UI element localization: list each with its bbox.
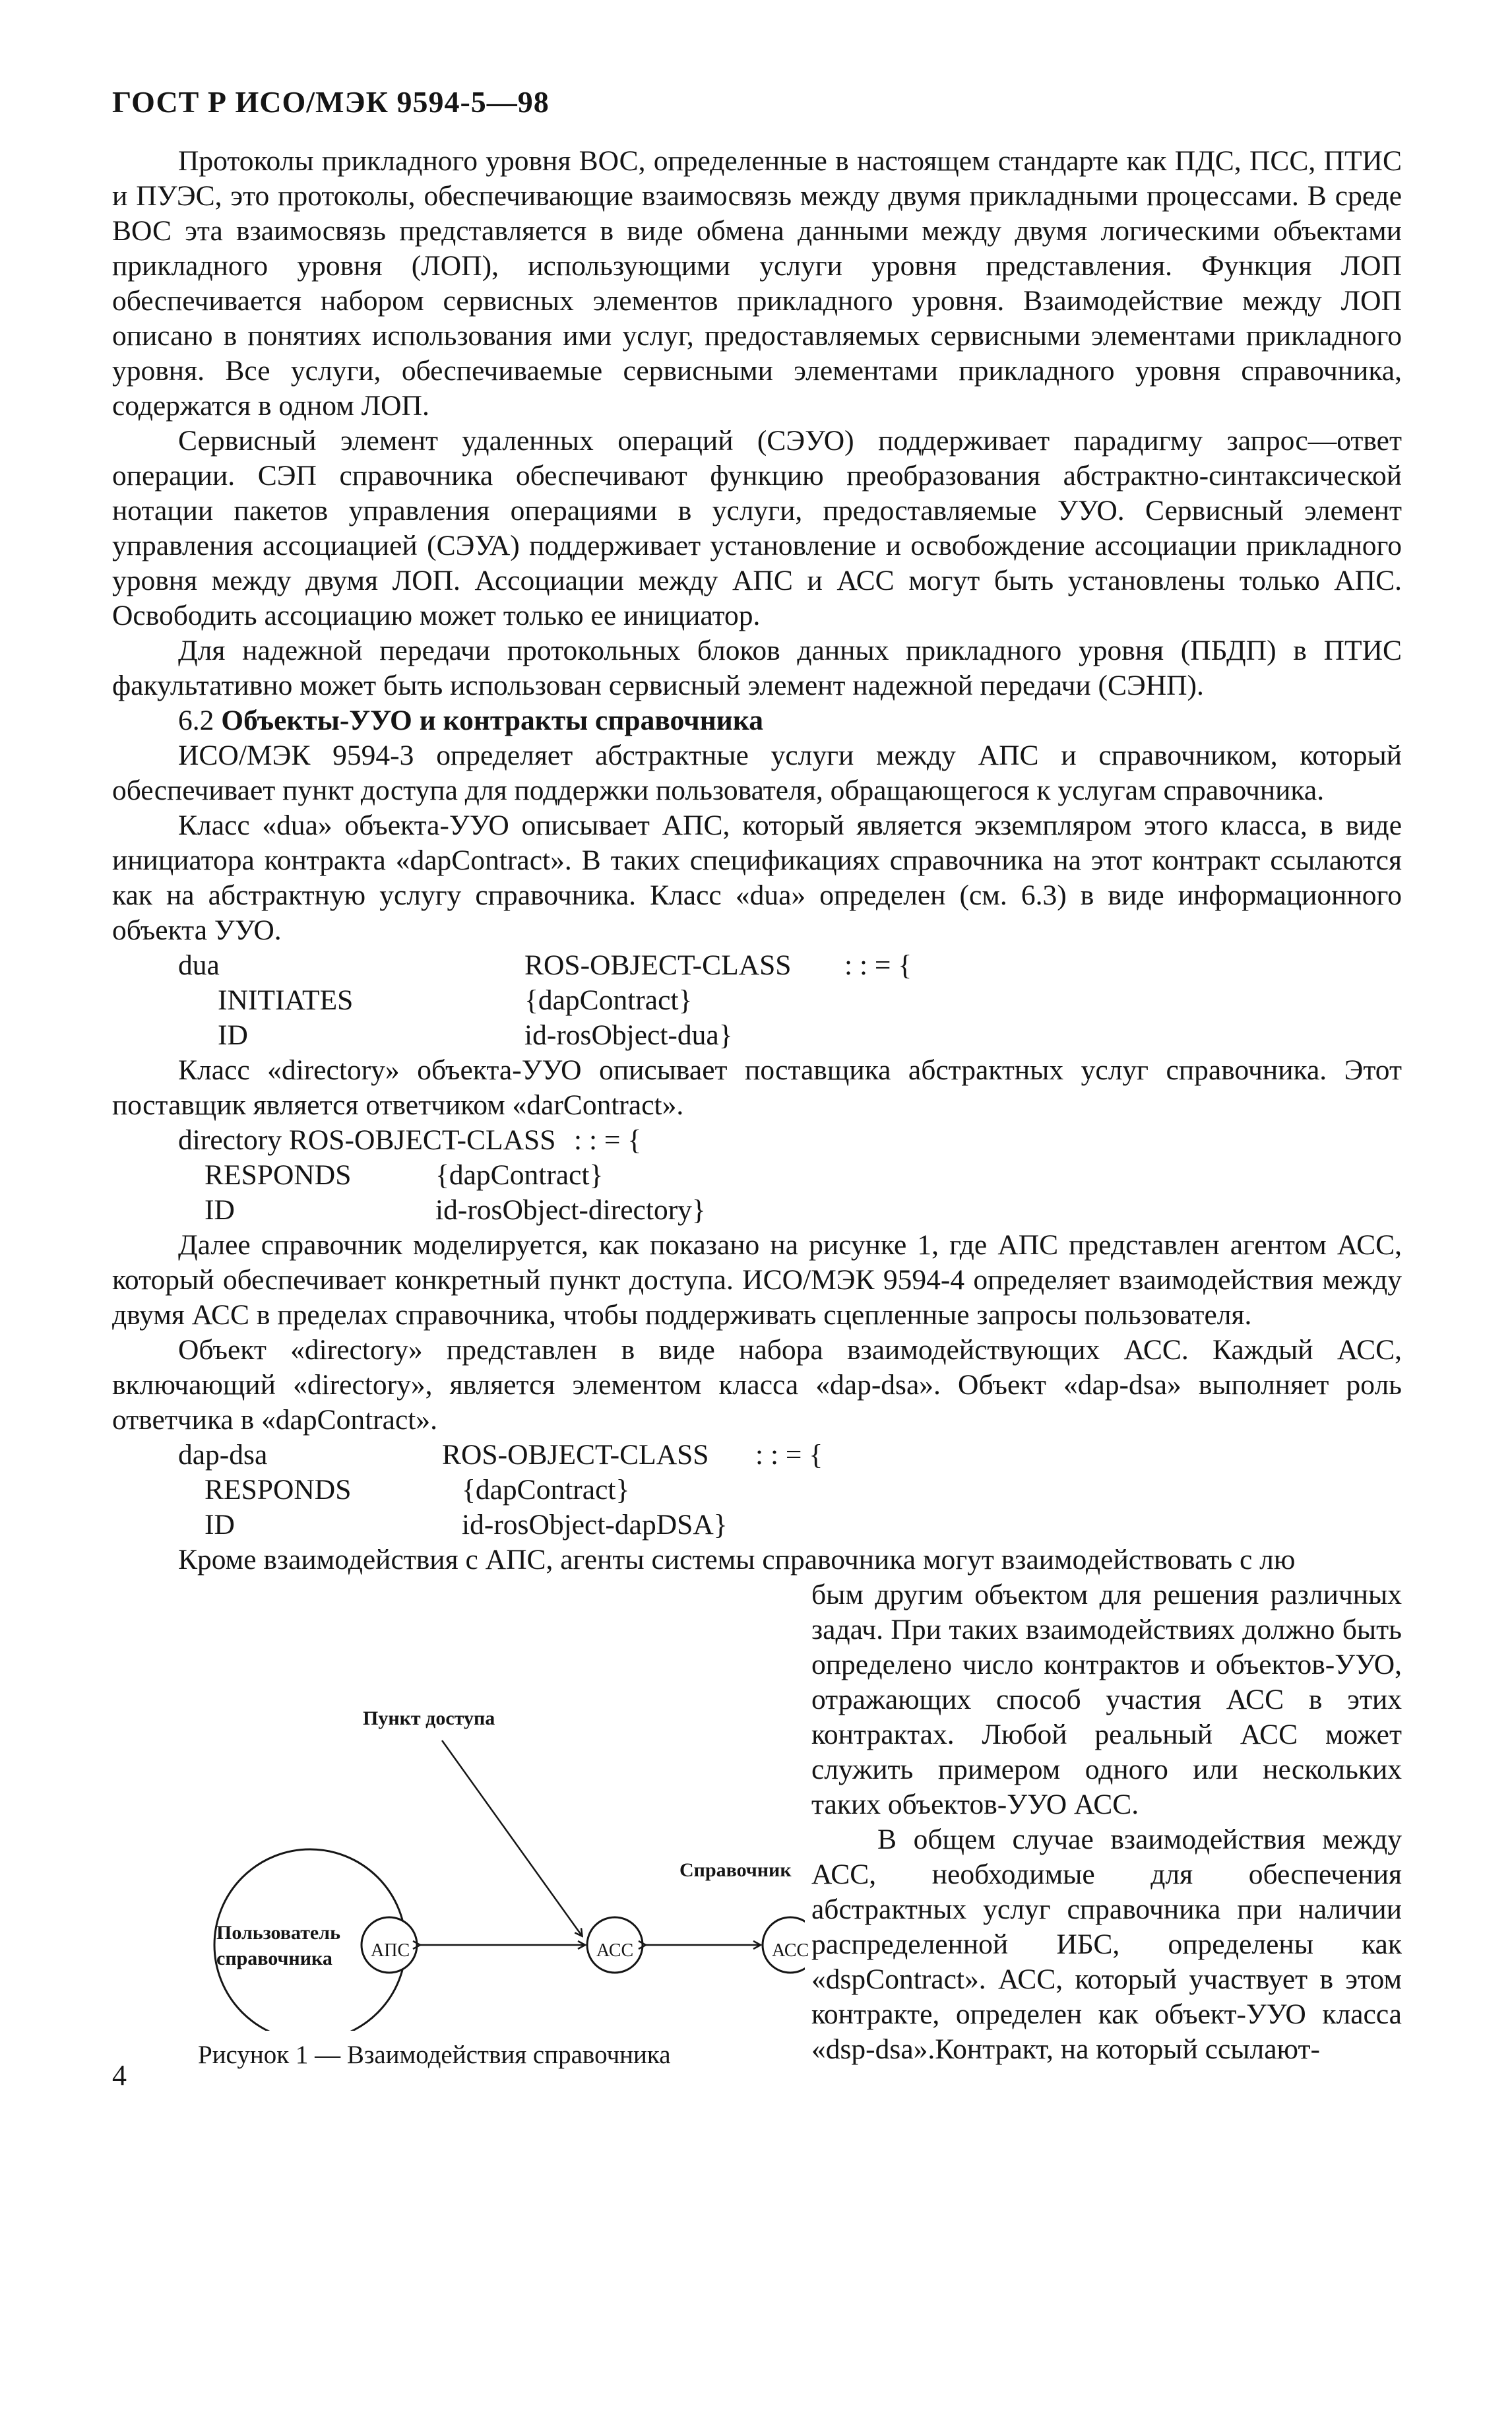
page-number: 4	[112, 2059, 127, 2091]
code-token: ROS-OBJECT-CLASS	[442, 1439, 709, 1471]
paragraph-6: Класс «directory» объекта-УУО описывает поставщика абстрактных услуг справочника. Этот поставщик является ответчиком «darContract».	[112, 1054, 1402, 1121]
dua-node-label: АПС	[371, 1940, 410, 1961]
code-block-dua	[112, 948, 1402, 1053]
code-token: RESPONDS	[205, 1474, 352, 1506]
dsa-node-label-1: АСС	[596, 1940, 634, 1961]
code-line	[112, 1508, 1402, 1543]
code-token: RESPONDS	[205, 1159, 352, 1191]
code-token: ID	[205, 1194, 235, 1226]
code-token: ID	[205, 1509, 235, 1541]
paragraph-7: Далее справочник моделируется, как показано на рисунке 1, где АПС представлен агентом АСС, который обеспечивает конкретный пункт доступа. ИСО/МЭК 9594-4 определяет взаимодействия между двумя АСС в пределах справочника, чтобы поддерживать сцепленные запросы пользователя.	[112, 1229, 1402, 1331]
paragraph-8: Объект «directory» представлен в виде набора взаимодействующих АСС. Каждый АСС, включающий «directory», является элементом класса «dap-dsa». Объект «dap-dsa» выполняет роль ответчика в «dapContract».	[112, 1334, 1402, 1436]
section-title: Объекты-УУО и контракты справочника	[221, 705, 763, 736]
paragraph-3: Для надежной передачи протокольных блоков данных прикладного уровня (ПБДП) в ПТИС факультативно может быть использован сервисный элемент надежной передачи (СЭНП).	[112, 635, 1402, 701]
code-token: : : = {	[755, 1439, 823, 1471]
code-token: directory ROS-OBJECT-CLASS	[178, 1124, 556, 1156]
paragraph-1: Протоколы прикладного уровня ВОС, определенные в настоящем стандарте как ПДС, ПСС, ПТИС и ПУЭС, это протоколы, обеспечивающие взаимосвязь между двумя прикладными процессами. В среде ВОС эта взаимосвязь представляется в виде обмена данными между двумя логическими объектами прикладного уровня (ЛОП), использующими услуги уровня представления. Функция ЛОП обеспечивается набором сервисных элементов прикладного уровня. Взаимодействие между ЛОП описано в понятиях использования ими услуг, предоставляемых сервисными элементами прикладного уровня. Все услуги, обеспечиваемые сервисными элементами прикладного уровня справочника, содержатся в одном ЛОП.	[112, 145, 1402, 422]
document-header: ГОСТ Р ИСО/МЭК 9594-5—98	[112, 85, 550, 119]
code-token: {dapContract}	[462, 1474, 630, 1506]
code-token: ID	[218, 1019, 248, 1051]
figure-text-wrap	[112, 1543, 1402, 2420]
code-line	[112, 1438, 1402, 1473]
code-line	[112, 983, 1402, 1018]
user-label-line-2: справочника	[216, 1948, 332, 1969]
document-body	[112, 144, 1402, 2420]
paragraph-2: Сервисный элемент удаленных операций (СЭУО) поддерживает парадигму запрос—ответ операции. СЭП справочника обеспечивают функцию преобразования абстрактно-синтаксической нотации пакетов управления операциями в услуги, предоставляемые УУО. Сервисный элемент управления ассоциацией (СЭУА) поддерживает установление и освобождение ассоциации прикладного уровня между двумя ЛОП. Ассоциации между АПС и АСС могут быть установлены только АПС. Освободить ассоциацию может только ее инициатор.	[112, 425, 1402, 631]
code-line	[112, 1018, 1402, 1053]
code-token: : : = {	[574, 1124, 642, 1156]
code-token: {dapContract}	[435, 1159, 604, 1191]
code-token: dua	[178, 949, 220, 981]
code-token: id-rosObject-dapDSA}	[462, 1509, 728, 1541]
paragraph-5: Класс «dua» объекта-УУО описывает АПС, который является экземпляром этого класса, в виде инициатора контракта «dapContract». В таких спецификациях справочника на этот контракт ссылаются как на абстрактную услугу справочника. Класс «dua» определен (см. 6.3) в виде информационного объекта УУО.	[112, 810, 1402, 946]
directory-label: Справочник	[679, 1859, 792, 1881]
paragraph-4: ИСО/МЭК 9594-3 определяет абстрактные услуги между АПС и справочником, который обеспечивает пункт доступа для поддержки пользователя, обращающегося к услугам справочника.	[112, 740, 1402, 806]
paragraph-9-continued: бым другим объектом для решения различных задач. При таких взаимодействиях должно быть определено число контрактов и объектов-УУО, отражающих способ участия АСС в этих контрактах. Любой реальный АСС может служить примером одного или нескольких таких объектов-УУО АСС.	[811, 1579, 1402, 1820]
figure-caption: Рисунок 1 — Взаимодействия справочника	[198, 2041, 671, 2069]
code-token: id-rosObject-directory}	[435, 1194, 706, 1226]
code-block-dap-dsa	[112, 1438, 1402, 1543]
code-token: dap-dsa	[178, 1439, 268, 1471]
code-line	[112, 948, 1402, 983]
section-number: 6.2	[178, 705, 214, 736]
code-token: ROS-OBJECT-CLASS	[524, 949, 792, 981]
dsa-node-label-2: АСС	[772, 1940, 809, 1961]
side-text-column	[811, 1577, 1402, 2067]
paragraph-10: В общем случае взаимодействия между АСС, необходимые для обеспечения абстрактных услуг справочника при наличии распределенной ИБС, определены как «dspContract». АСС, который участвует в этом контракте, определен как объект-УУО класса «dsp-dsa».Контракт, на который ссылают-	[811, 1824, 1402, 2065]
code-line	[112, 1193, 1402, 1228]
code-block-directory	[112, 1123, 1402, 1228]
code-line	[112, 1473, 1402, 1508]
section-heading	[112, 703, 1402, 738]
access-point-pointer	[442, 1740, 582, 1936]
code-token: id-rosObject-dua}	[524, 1019, 733, 1051]
access-point-label: Пункт доступа	[363, 1707, 495, 1729]
code-token: : : = {	[844, 949, 912, 981]
code-line	[112, 1158, 1402, 1193]
figure-1	[112, 1688, 809, 2097]
paragraph-9: Кроме взаимодействия с АПС, агенты системы справочника могут взаимодействовать с лю	[178, 1544, 1296, 1576]
user-label-line-1: Пользователь	[216, 1922, 340, 1944]
code-token: {dapContract}	[524, 984, 693, 1016]
code-line	[112, 1123, 1402, 1158]
code-token: INITIATES	[218, 984, 354, 1016]
